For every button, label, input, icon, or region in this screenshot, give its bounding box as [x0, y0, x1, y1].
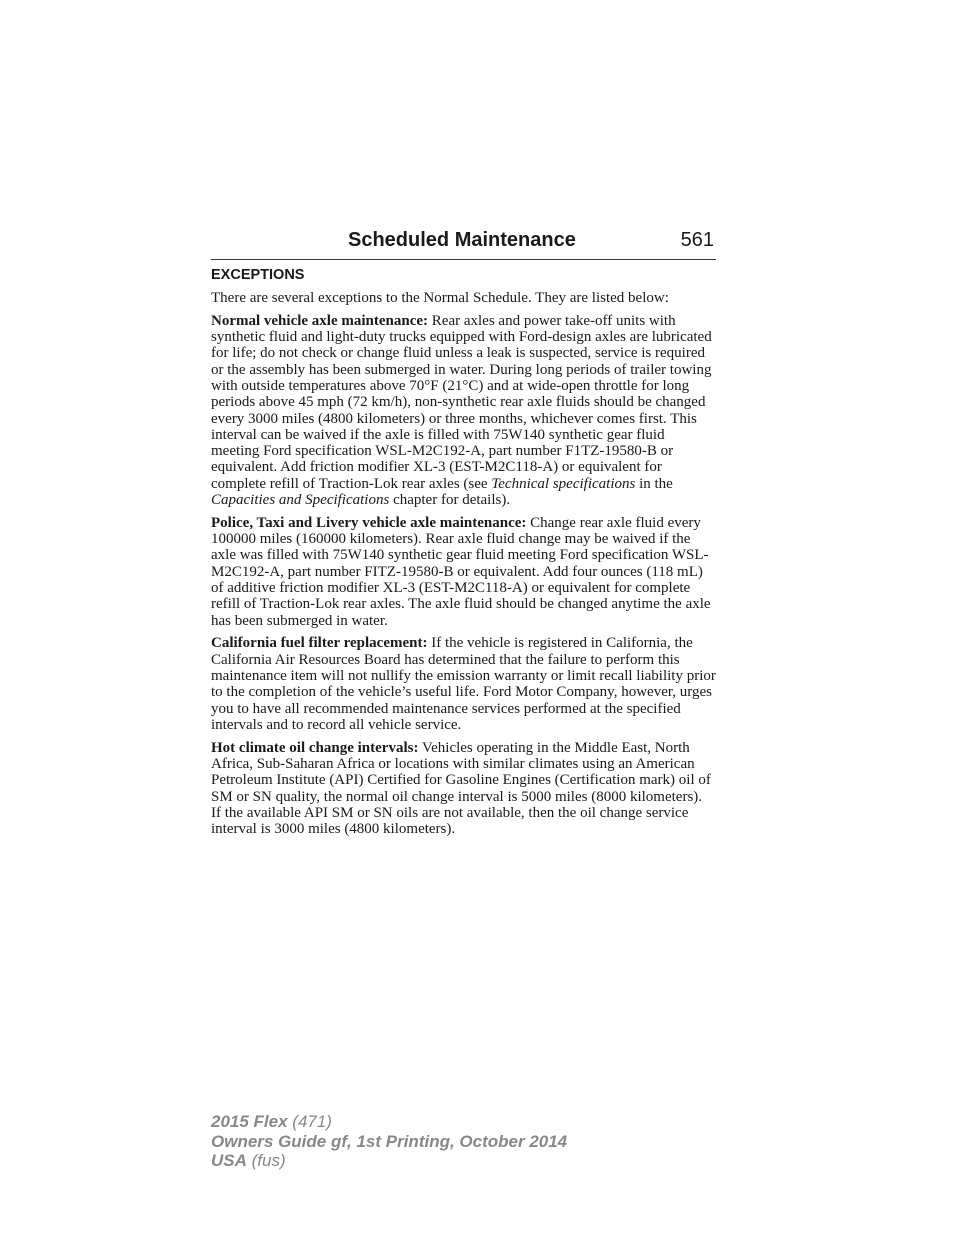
california-filter-paragraph — [211, 635, 716, 733]
footer-model-code: (471) — [287, 1112, 332, 1131]
hot-climate-text: Vehicles operating in the Middle East, North Africa, Sub-Saharan Africa or locations with similar climates using an American Petroleum Institute (API) Certified for Gasoline Engines (Certification mark) oil of SM or SN quality, the normal oil change interval is 5000 miles (8000 kilometers). — [211, 739, 711, 805]
footer-region-code: (fus) — [246, 1151, 286, 1170]
footer-guide: Owners Guide gf, 1st Printing, October 2014 — [211, 1131, 568, 1151]
hot-climate-paragraph — [211, 740, 716, 805]
footer-line-3 — [211, 1151, 567, 1171]
capacities-specifications-ref: Capacities and Specifications — [211, 492, 390, 509]
page-number: 561 — [680, 229, 714, 251]
footer-line-2 — [211, 1132, 567, 1152]
footer-line-1 — [211, 1112, 567, 1132]
footer-model: 2015 Flex — [211, 1112, 288, 1131]
technical-specifications-ref: Technical specifications — [491, 475, 636, 492]
axle-maintenance-label: Normal vehicle axle maintenance: — [211, 312, 429, 329]
axle-maintenance-paragraph — [211, 313, 716, 509]
hot-climate-label: Hot climate oil change intervals: — [211, 739, 419, 756]
page-header — [211, 229, 716, 260]
axle-maintenance-text-b: in the — [635, 475, 673, 492]
police-axle-paragraph — [211, 515, 716, 629]
police-axle-text: Change rear axle fluid every 100000 miles (160000 kilometers). Rear axle fluid change may be waived if the axle was filled with 75W140 synthetic gear fluid meeting Ford specification WSL-M2C192-A, part number FITZ-19580-B or equivalent. Add four ounces (118 mL) of additive friction modifier XL-3 (EST-M2C118-A) or equivalent for complete refill of Traction-Lok rear axles. The axle fluid should be changed anytime the axle has been submerged in water. — [211, 514, 711, 629]
hot-climate-followup: If the available API SM or SN oils are not available, then the oil change service interval is 3000 miles (4800 kilometers). — [211, 804, 689, 838]
axle-maintenance-text-a: Rear axles and power take-off units with synthetic fluid and light-duty trucks equipped with Ford-design axles are lubricated for life; do not check or change fluid unless a leak is suspected, service is required or the assembly has been submerged in water. During long periods of trailer towing with outside temperatures above 70°F (21°C) and at wide-open throttle for long periods above 45 mph (72 km/h), non-synthetic rear axle fluids should be changed every 3000 miles (4800 kilometers) or three months, whichever comes first. This interval can be waived if the axle is filled with 75W140 synthetic gear fluid meeting Ford specification WSL-M2C192-A, part number F1TZ-19580-B or equivalent. Add friction modifier XL-3 (EST-M2C118-A) or equivalent for complete refill of Traction-Lok rear axles (see — [211, 312, 712, 492]
intro-paragraph: There are several exceptions to the Normal Schedule. They are listed below: — [211, 290, 669, 306]
axle-maintenance-text-c: chapter for details). — [389, 492, 511, 509]
police-axle-label: Police, Taxi and Livery vehicle axle maintenance: — [211, 514, 527, 531]
section-heading: EXCEPTIONS — [211, 267, 305, 283]
california-filter-label: California fuel filter replacement: — [211, 635, 428, 652]
california-filter-text: If the vehicle is registered in California, the California Air Resources Board has determined that the failure to perform this maintenance item will not nullify the emission warranty or limit recall liability prior to the completion of the vehicle’s useful life. Ford Motor Company, however, urges you to have all recommended maintenance services performed at the specified intervals and to record all vehicle service. — [211, 635, 716, 733]
page-content — [211, 266, 716, 844]
page-title: Scheduled Maintenance — [348, 229, 576, 251]
page-footer — [211, 1112, 567, 1171]
footer-region: USA — [211, 1151, 247, 1170]
